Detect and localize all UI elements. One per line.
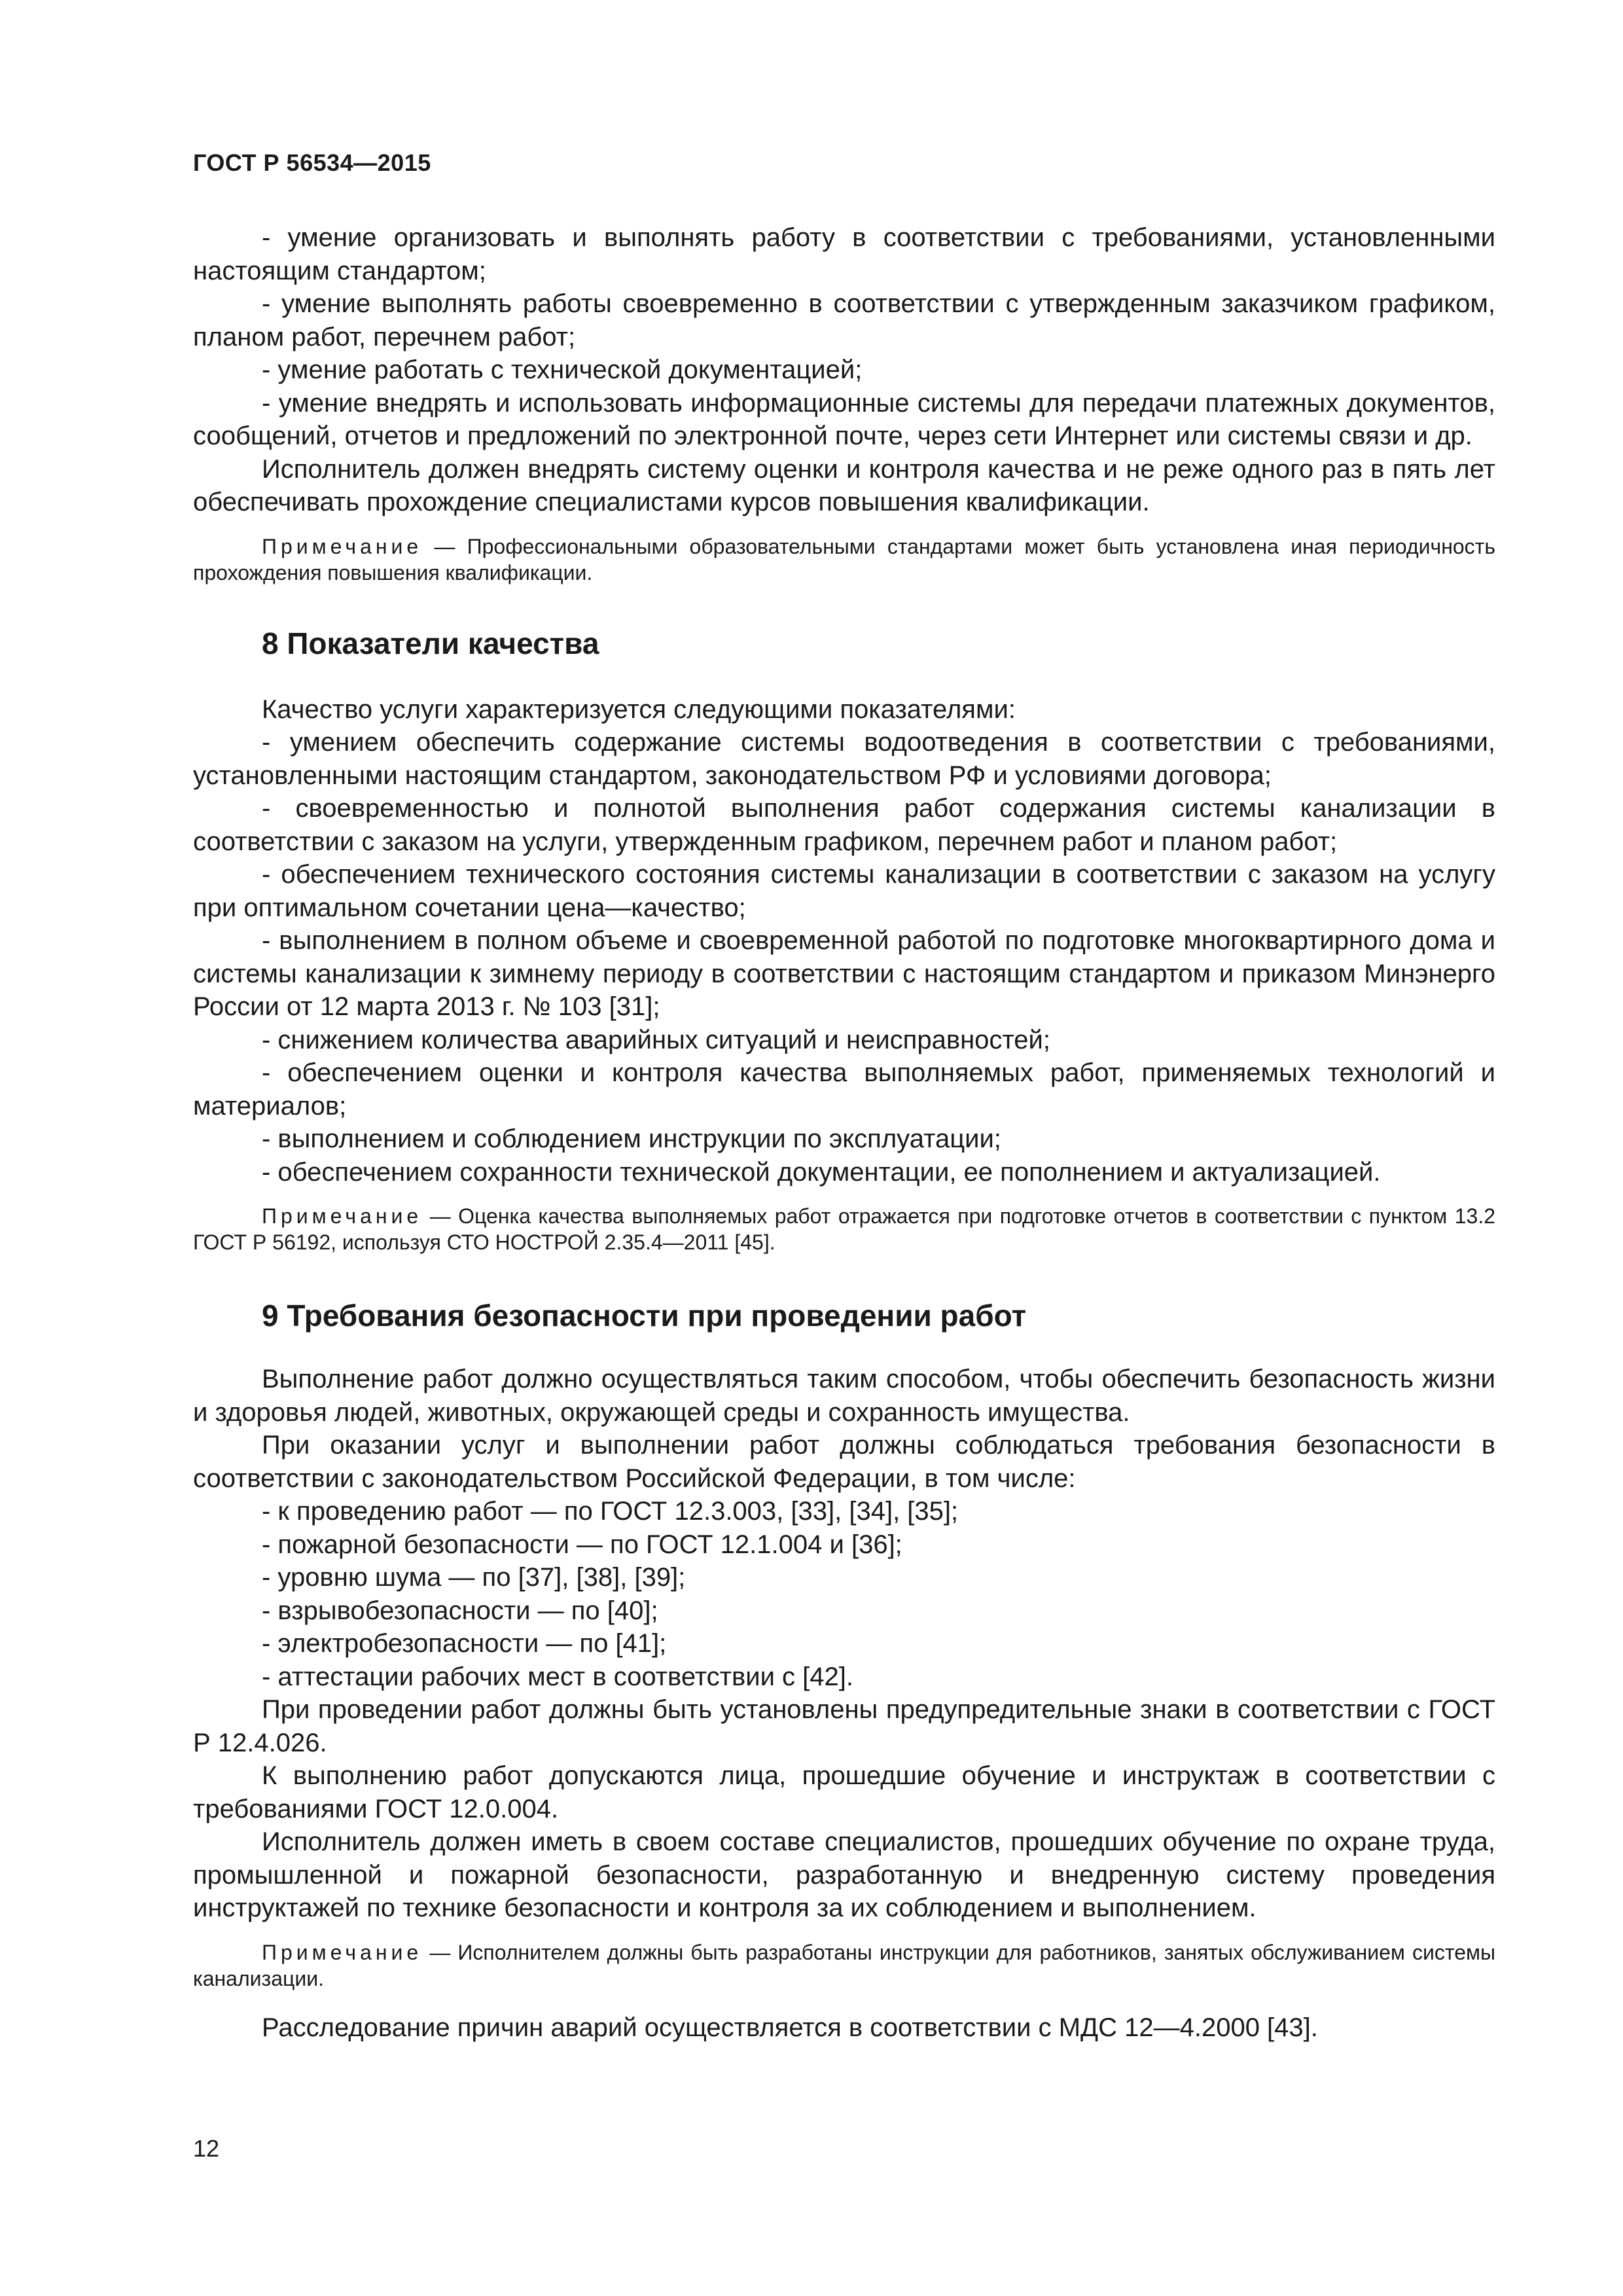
paragraph: - снижением количества аварийных ситуаций и неисправностей; [262, 1025, 1050, 1054]
paragraph: - обеспечением технического состояния системы канализации в соответствии с заказом на услугу при оптимальном сочетании цена—качество; [193, 860, 1495, 922]
paragraph: Исполнитель должен внедрять систему оценки и контроля качества и не реже одного раз в пять лет обеспечивать прохождение специалистами курсов повышения квалификации. [193, 454, 1495, 516]
note-label: Примечание [262, 1940, 423, 1964]
note [193, 1203, 1495, 1255]
paragraph: - умение организовать и выполнять работу в соответствии с требованиями, установленными настоящим стандартом; [193, 223, 1495, 285]
paragraph: - взрывобезопасности — по [40]; [262, 1596, 658, 1625]
paragraph: - выполнением и соблюдением инструкции по эксплуатации; [262, 1124, 1001, 1153]
section-9-heading: 9 Требования безопасности при проведении работ [262, 1299, 1027, 1333]
note [193, 533, 1495, 586]
paragraph: - умение внедрять и использовать информационные системы для передачи платежных документов, сообщений, отчетов и предложений по электронной почте, через сети Интернет или системы связи и др. [193, 388, 1495, 450]
paragraph: - умение работать с технической документацией; [262, 355, 863, 384]
paragraph: - выполнением в полном объеме и своевременной работой по подготовке многоквартирного дома и системы канализации к зимнему периоду в соответствии с настоящим стандартом и приказом Минэнерго России от 12 марта 2013 г. № 103 [31]; [193, 926, 1495, 1021]
note-label: Примечание [262, 534, 423, 558]
paragraph: При проведении работ должны быть установлены предупредительные знаки в соответствии с ГОСТ Р 12.4.026. [193, 1695, 1495, 1757]
note-text: — Оценка качества выполняемых работ отражается при подготовке отчетов в соответствии с пунктом 13.2 ГОСТ Р 56192, используя СТО НОСТРОЙ 2.35.4—2011 [45]. [193, 1204, 1495, 1254]
intro-block [193, 221, 1495, 586]
paragraph: - обеспечением оценки и контроля качества выполняемых работ, применяемых технологий и материалов; [193, 1058, 1495, 1121]
paragraph: - электробезопасности — по [41]; [262, 1629, 667, 1658]
paragraph: - умением обеспечить содержание системы водоотведения в соответствии с требованиями, установленными настоящим стандартом, законодательством РФ и условиями договора; [193, 728, 1495, 790]
page-content [193, 221, 1495, 2044]
paragraph: К выполнению работ допускаются лица, прошедшие обучение и инструктаж в соответствии с требованиями ГОСТ 12.0.004. [193, 1761, 1495, 1823]
section-9-body [193, 1363, 1495, 2044]
note [193, 1939, 1495, 1992]
section-8-heading: 8 Показатели качества [262, 626, 599, 660]
paragraph: - обеспечением сохранности технической документации, ее пополнением и актуализацией. [262, 1157, 1381, 1187]
paragraph: Исполнитель должен иметь в своем составе специалистов, прошедших обучение по охране труда, промышленной и пожарной безопасности, разработанную и внедренную систему проведения инструктажей по технике безопасности и контроля за их соблюдением и выполнением. [193, 1827, 1495, 1922]
paragraph: Расследование причин аварий осуществляется в соответствии с МДС 12—4.2000 [43]. [262, 2013, 1318, 2042]
paragraph: Выполнение работ должно осуществляться таким способом, чтобы обеспечить безопасность жизни и здоровья людей, животных, окружающей среды и сохранность имущества. [193, 1365, 1495, 1427]
paragraph: - аттестации рабочих мест в соответствии с [42]. [262, 1662, 853, 1691]
paragraph: При оказании услуг и выполнении работ должны соблюдаться требования безопасности в соответствии с законодательством Российской Федерации, в том числе: [193, 1431, 1495, 1493]
note-label: Примечание [262, 1204, 423, 1228]
note-text: — Исполнителем должны быть разработаны инструкции для работников, занятых обслуживанием системы канализации. [193, 1940, 1495, 1990]
paragraph: Качество услуги характеризуется следующими показателями: [262, 694, 1016, 724]
paragraph: - уровню шума — по [37], [38], [39]; [262, 1563, 686, 1592]
note-text: — Профессиональными образовательными стандартами может быть установлена иная периодичность прохождения повышения квалификации. [193, 534, 1495, 584]
page-number: 12 [193, 2135, 220, 2162]
paragraph: - пожарной безопасности — по ГОСТ 12.1.004 и [36]; [262, 1530, 902, 1559]
paragraph: - умение выполнять работы своевременно в соответствии с утвержденным заказчиком графиком, планом работ, перечнем работ; [193, 289, 1495, 351]
section-8-body [193, 693, 1495, 1256]
document-header: ГОСТ Р 56534—2015 [193, 149, 431, 176]
paragraph: - своевременностью и полнотой выполнения работ содержания системы канализации в соответствии с заказом на услуги, утвержденным графиком, перечнем работ и планом работ; [193, 794, 1495, 856]
paragraph: - к проведению работ — по ГОСТ 12.3.003, [33], [34], [35]; [262, 1497, 959, 1526]
